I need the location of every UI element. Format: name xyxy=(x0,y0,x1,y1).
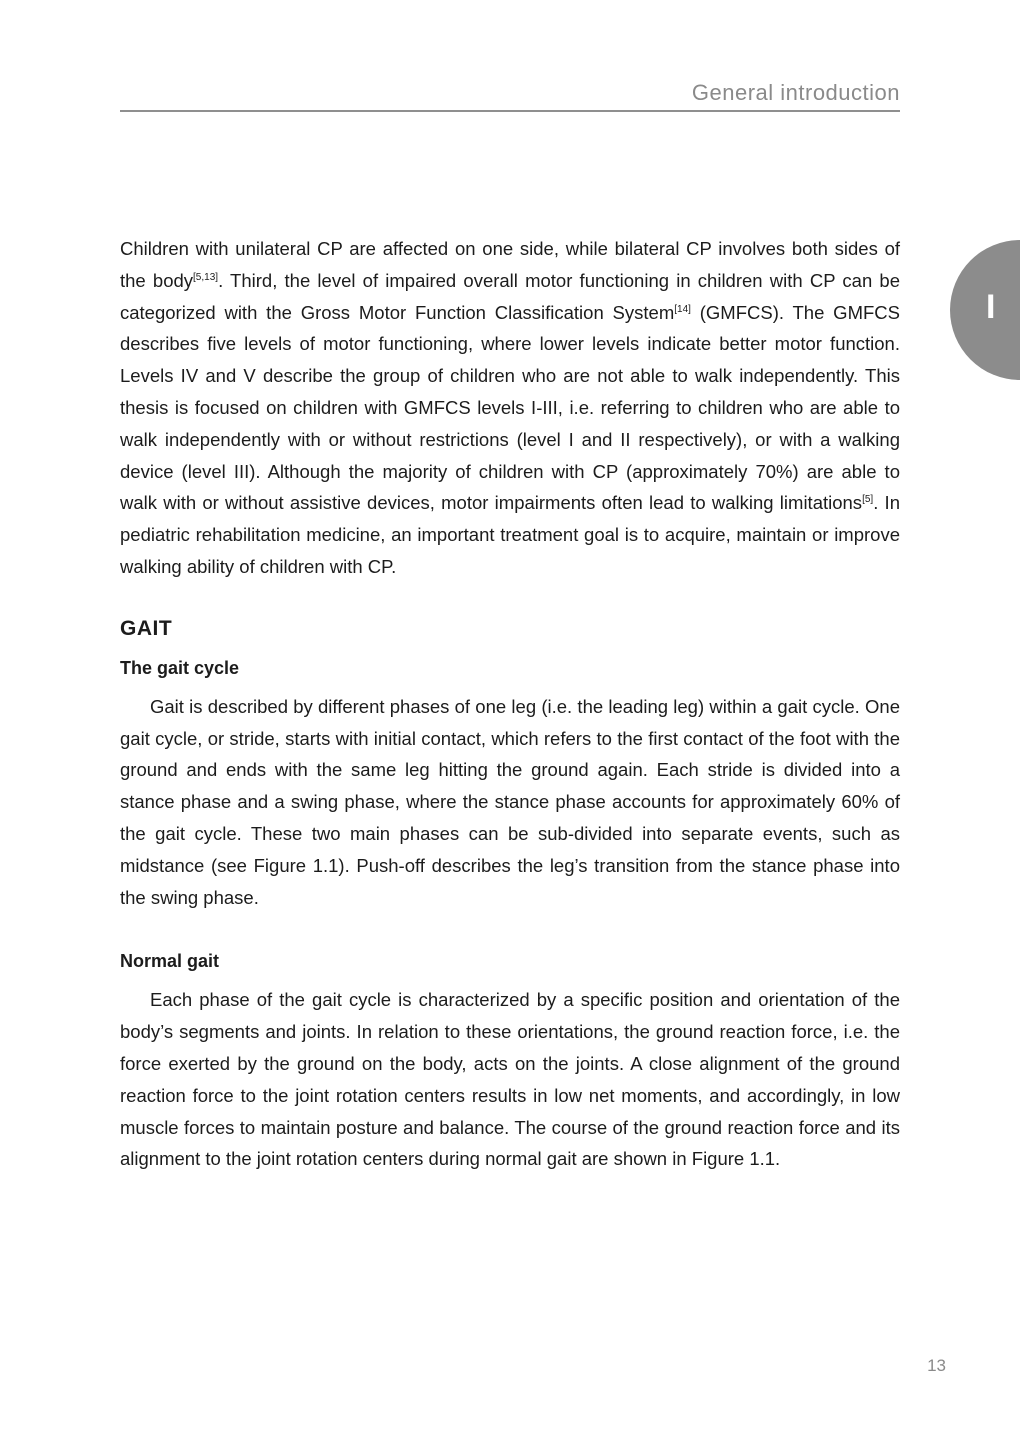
chapter-tab-label: I xyxy=(986,288,996,326)
page-body xyxy=(120,233,900,1175)
normal-gait-paragraph: Each phase of the gait cycle is characterized by a specific position and orientation of the body’s segments and joints. In relation to these orientations, the ground reaction force, i.e. the force exerted by the ground on the body, acts on the joints. A close alignment of the ground reaction force to the joint rotation centers results in low net moments, and accordingly, in low muscle forces to maintain posture and balance. The course of the ground reaction force and its alignment to the joint rotation centers during normal gait are shown in Figure 1.1. xyxy=(120,989,900,1170)
citation-ref: [5] xyxy=(862,494,874,506)
subheading-gait-cycle: The gait cycle xyxy=(120,657,240,678)
citation-ref: [14] xyxy=(674,303,691,315)
intro-text-1: Children with unilateral CP are affected on one side, while bilateral CP involves both sides of the body xyxy=(120,238,900,291)
chapter-tab xyxy=(950,240,1020,380)
intro-text-3: (GMFCS). The GMFCS describes five levels of motor functioning, where lower levels indicate better motor function. Levels IV and V describe the group of children who are not able to walk independently. This thesis is focused on children with GMFCS levels I-III, i.e. referring to children who are able to walk independently with or without restrictions (level I and II respectively), or with a walking device (level III). Although the majority of children with CP (approximately 70%) are able to walk with or without assistive devices, motor impairments often lead to walking limitations xyxy=(120,301,900,514)
gait-cycle-paragraph: Gait is described by different phases of one leg (i.e. the leading leg) within a gait cycle. One gait cycle, or stride, starts with initial contact, which refers to the first contact of the foot with the ground and ends with the same leg hitting the ground again. Each stride is divided into a stance phase and a swing phase, where the stance phase accounts for approximately 60% of the gait cycle. These two main phases can be sub-divided into separate events, such as midstance (see Figure 1.1). Push-off describes the leg’s transition from the stance phase into the swing phase. xyxy=(120,695,900,908)
section-heading-gait: GAIT xyxy=(120,616,173,640)
running-head-title: General introduction xyxy=(691,80,900,105)
intro-paragraph xyxy=(120,233,900,583)
citation-ref: [5,13] xyxy=(193,271,219,283)
intro-text-4: . In pediatric rehabilitation medicine, an important treatment goal is to acquire, maintain or improve walking ability of children with CP. xyxy=(120,492,900,577)
page-number: 13 xyxy=(927,1356,946,1375)
header-divider xyxy=(120,110,900,112)
subheading-normal-gait: Normal gait xyxy=(120,951,220,972)
intro-text-2: . Third, the level of impaired overall motor functioning in children with CP can be categorized with the Gross Motor Function Classification System xyxy=(120,269,900,323)
